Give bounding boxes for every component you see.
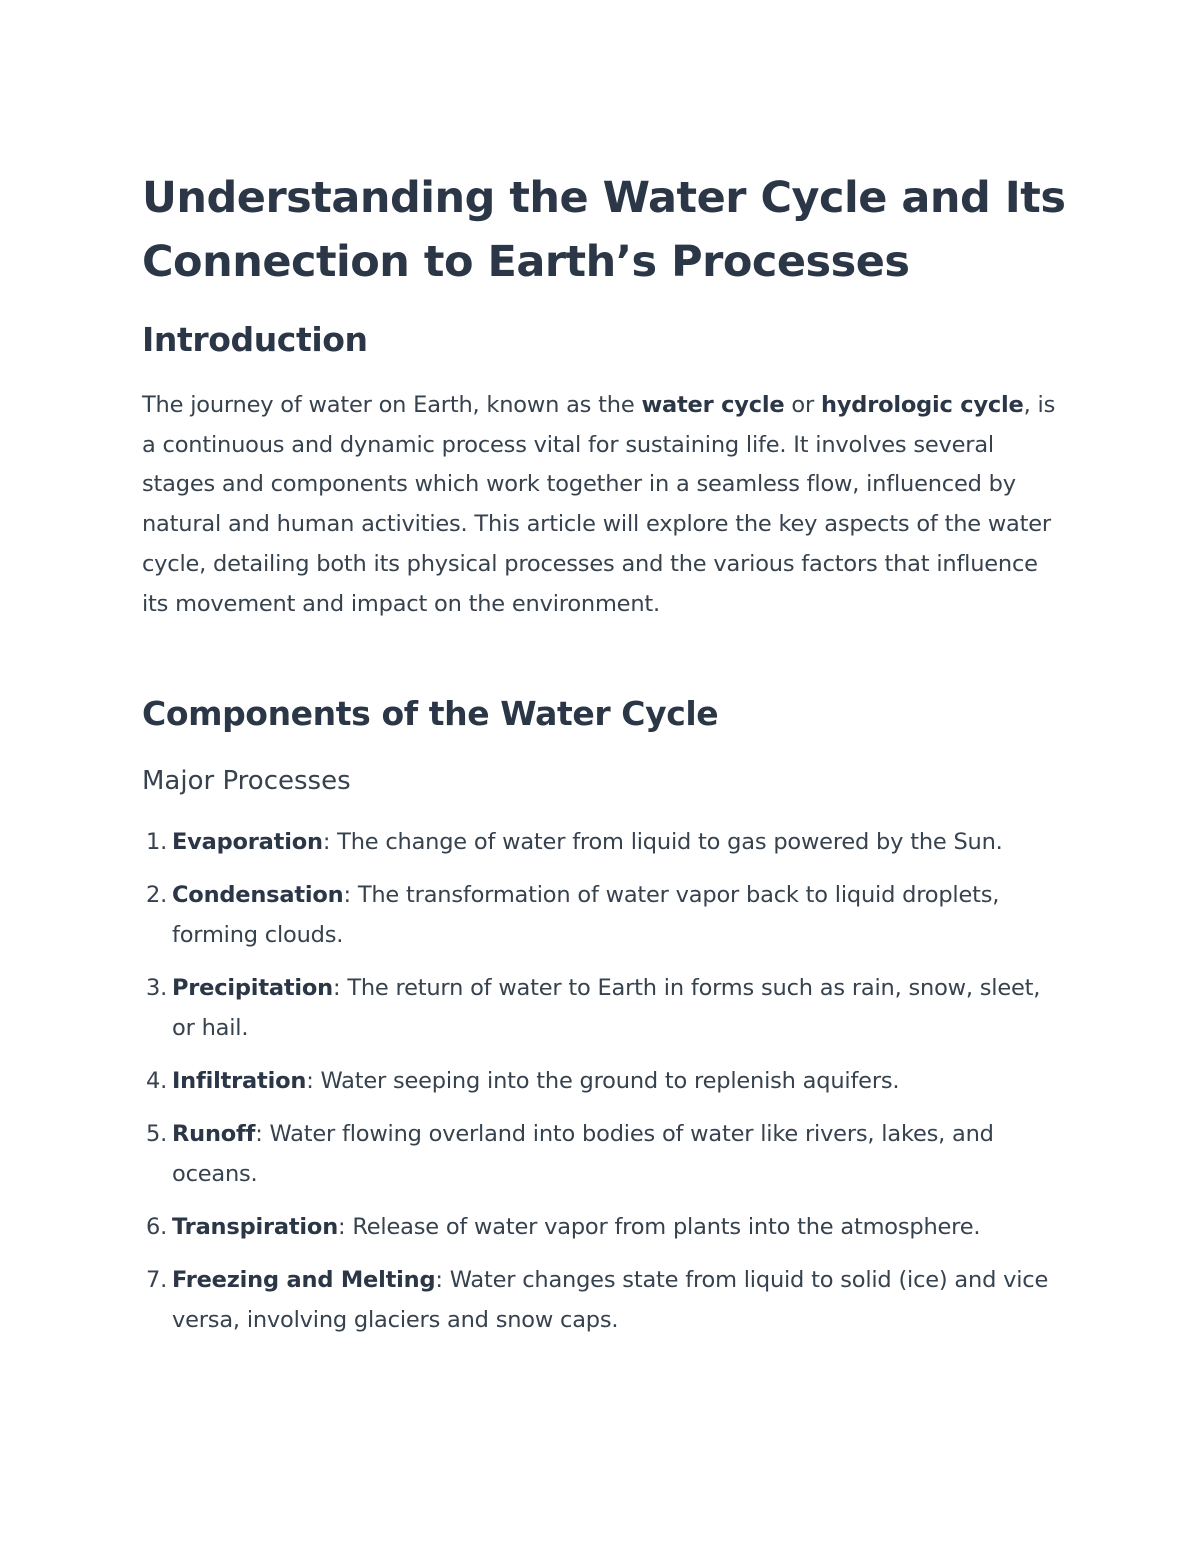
list-item-description: : The return of water to Earth in forms such as rain, snow, sleet, or hail. <box>172 975 1041 1041</box>
intro-bold-water-cycle: water cycle <box>641 392 785 418</box>
list-item-number: 7. <box>146 1267 168 1293</box>
list-item-description: : The change of water from liquid to gas powered by the Sun. <box>322 829 1003 855</box>
intro-bold-hydrologic-cycle: hydrologic cycle <box>821 392 1024 418</box>
list-item-description: : The transformation of water vapor back to liquid droplets, forming clouds. <box>172 882 1000 948</box>
list-item-term: Infiltration <box>172 1068 307 1094</box>
heading-introduction: Introduction <box>142 320 368 359</box>
list-item <box>142 1114 1067 1194</box>
list-item-number: 6. <box>146 1214 168 1240</box>
list-item <box>142 1207 1067 1247</box>
heading-components: Components of the Water Cycle <box>142 694 719 733</box>
major-processes-list <box>142 822 1067 1353</box>
list-item-term: Precipitation <box>172 975 333 1001</box>
list-item-term: Freezing and Melting <box>172 1267 436 1293</box>
list-item-description: : Water seeping into the ground to replenish aquifers. <box>306 1068 900 1094</box>
list-item-term: Evaporation <box>172 829 323 855</box>
list-item-number: 3. <box>146 975 168 1001</box>
list-item-number: 1. <box>146 829 168 855</box>
list-item <box>142 875 1067 955</box>
intro-text-3: , is a continuous and dynamic process vital for sustaining life. It involves several stages and components which work together in a seamless flow, influenced by natural and human activities. This article will explore the key aspects of the water cycle, detailing both its physical processes and the various factors that influence its movement and impact on the environment. <box>142 392 1056 617</box>
subheading-major-processes: Major Processes <box>142 766 351 796</box>
list-item-description: : Release of water vapor from plants into the atmosphere. <box>338 1214 981 1240</box>
document-title: Understanding the Water Cycle and Its Connection to Earth’s Processes <box>142 173 1066 287</box>
list-item-term: Runoff <box>172 1121 256 1147</box>
list-item-term: Transpiration <box>172 1214 339 1240</box>
introduction-paragraph <box>142 386 1067 624</box>
list-item <box>142 1260 1067 1340</box>
list-item-term: Condensation <box>172 882 344 908</box>
intro-text-1: The journey of water on Earth, known as the <box>142 392 642 418</box>
list-item-number: 5. <box>146 1121 168 1147</box>
intro-text-2: or <box>784 392 821 418</box>
list-item <box>142 968 1067 1048</box>
list-item-number: 2. <box>146 882 168 908</box>
list-item <box>142 1061 1067 1101</box>
list-item-description: : Water changes state from liquid to solid (ice) and vice versa, involving glaciers and snow caps. <box>172 1267 1049 1333</box>
list-item <box>142 822 1067 862</box>
list-item-description: : Water flowing overland into bodies of water like rivers, lakes, and oceans. <box>172 1121 994 1187</box>
list-item-number: 4. <box>146 1068 168 1094</box>
